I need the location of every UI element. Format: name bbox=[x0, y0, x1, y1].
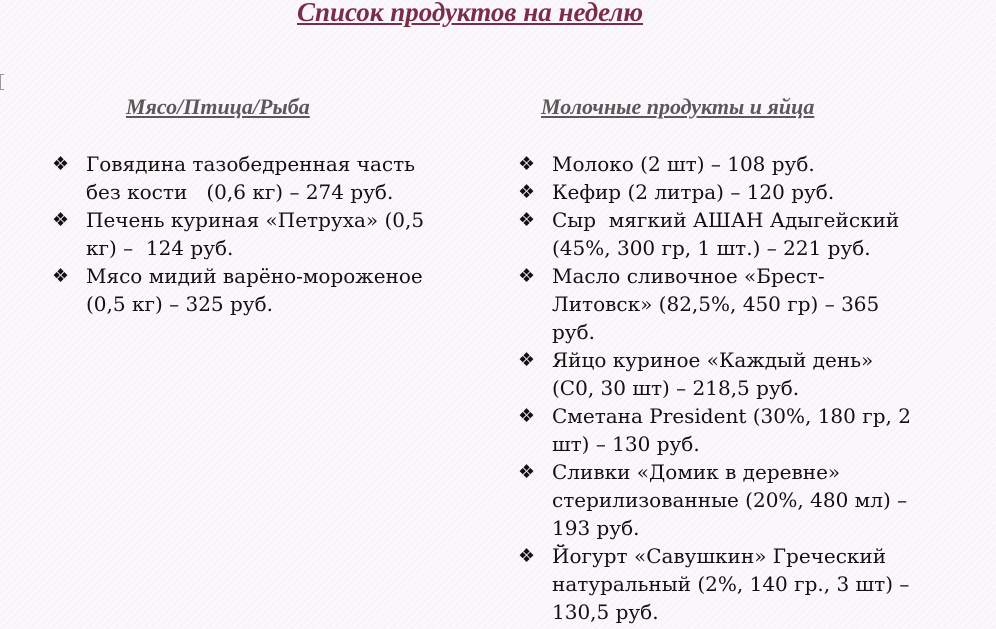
meat-list bbox=[52, 150, 452, 318]
item-text-line: руб. bbox=[552, 320, 595, 344]
diamond-bullet-icon: ❖ bbox=[518, 265, 536, 287]
item-text-line: Говядина тазобедренная часть bbox=[86, 152, 416, 176]
item-text-line: 193 руб. bbox=[552, 516, 640, 540]
item-text-line: 130,5 руб. bbox=[552, 600, 659, 624]
list-item bbox=[518, 458, 938, 542]
diamond-bullet-icon: ❖ bbox=[518, 209, 536, 231]
diamond-bullet-icon: ❖ bbox=[52, 265, 70, 287]
item-text-line: Литовск» (82,5%, 450 гр) – 365 bbox=[552, 292, 880, 316]
list-item bbox=[518, 178, 938, 206]
item-text-line: Кефир (2 литра) – 120 руб. bbox=[552, 180, 835, 204]
list-item bbox=[52, 262, 452, 318]
item-text-line: Печень куриная «Петруха» (0,5 bbox=[86, 208, 425, 232]
list-item bbox=[518, 346, 938, 402]
list-item bbox=[518, 542, 938, 626]
diamond-bullet-icon: ❖ bbox=[52, 209, 70, 231]
diamond-bullet-icon: ❖ bbox=[518, 545, 536, 567]
list-item bbox=[52, 206, 452, 262]
diamond-bullet-icon: ❖ bbox=[518, 405, 536, 427]
item-text-line: без кости (0,6 кг) – 274 руб. bbox=[86, 180, 394, 204]
item-text-line: (С0, 30 шт) – 218,5 руб. bbox=[552, 376, 800, 400]
item-text-line: Сливки «Домик в деревне» bbox=[552, 460, 841, 484]
dairy-list bbox=[518, 150, 938, 626]
item-text-line: стерилизованные (20%, 480 мл) – bbox=[552, 488, 908, 512]
diamond-bullet-icon: ❖ bbox=[52, 153, 70, 175]
column-heading-meat: Мясо/Птица/Рыба bbox=[126, 94, 310, 119]
item-text-line: (0,5 кг) – 325 руб. bbox=[86, 292, 273, 316]
page-title: Список продуктов на неделю bbox=[296, 0, 644, 27]
item-text-line: Сметана President (30%, 180 гр, 2 bbox=[552, 404, 911, 428]
list-item bbox=[52, 150, 452, 206]
item-text-line: кг) – 124 руб. bbox=[86, 236, 234, 260]
item-text-line: шт) – 130 руб. bbox=[552, 432, 700, 456]
diamond-bullet-icon: ❖ bbox=[518, 153, 536, 175]
item-text-line: Мясо мидий варёно-мороженое bbox=[86, 264, 423, 288]
item-text-line: Яйцо куриное «Каждый день» bbox=[552, 348, 874, 372]
list-item bbox=[518, 262, 938, 346]
list-item bbox=[518, 150, 938, 178]
item-text-line: Молоко (2 шт) – 108 руб. bbox=[552, 152, 815, 176]
item-text-line: Масло сливочное «Брест- bbox=[552, 264, 825, 288]
paragraph-marker bbox=[0, 74, 4, 90]
diamond-bullet-icon: ❖ bbox=[518, 461, 536, 483]
list-item bbox=[518, 206, 938, 262]
column-heading-dairy: Молочные продукты и яйца bbox=[541, 94, 815, 119]
item-text-line: Сыр мягкий АШАН Адыгейский bbox=[552, 208, 900, 232]
item-text-line: (45%, 300 гр, 1 шт.) – 221 руб. bbox=[552, 236, 871, 260]
diamond-bullet-icon: ❖ bbox=[518, 349, 536, 371]
item-text-line: Йогурт «Савушкин» Греческий bbox=[552, 544, 887, 568]
diamond-bullet-icon: ❖ bbox=[518, 181, 536, 203]
list-item bbox=[518, 402, 938, 458]
item-text-line: натуральный (2%, 140 гр., 3 шт) – bbox=[552, 572, 910, 596]
